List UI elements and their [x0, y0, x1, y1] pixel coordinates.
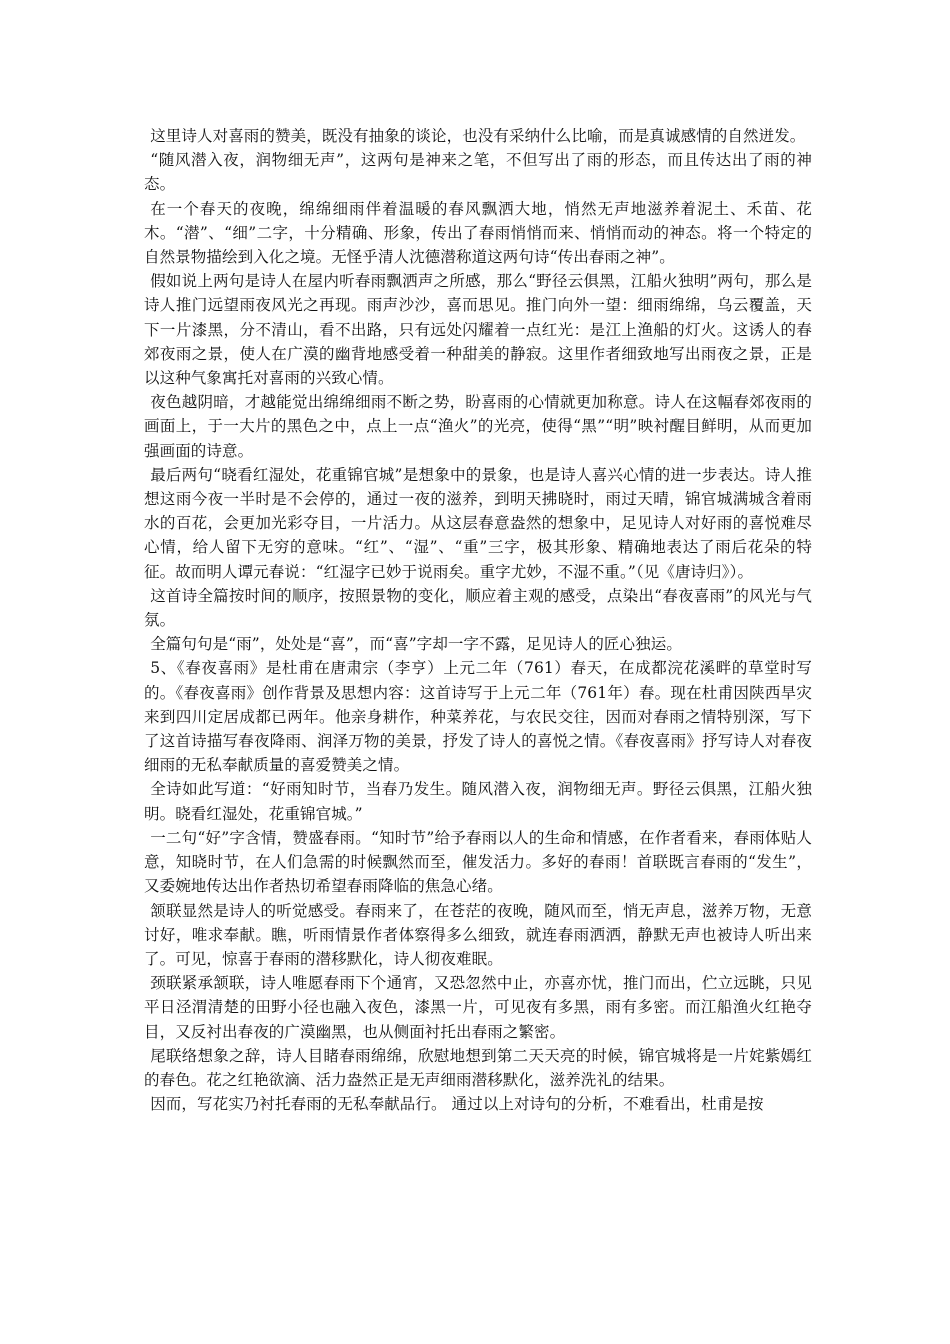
paragraph: 因而，写花实乃衬托春雨的无私奉献品行。 通过以上对诗句的分析，不难看出，杜甫是按: [150, 1095, 764, 1114]
paragraph: 颔联显然是诗人的听觉感受。春雨来了，在苍茫的夜晚，随风而至，悄无声息，滋养万物，无意讨好，唯求奉献。瞧，听雨情景作者体察得多么细致，就连春雨洒洒，静默无声也被诗人听出来了。可见，惊喜于春雨的潜移默化，诗人彻夜难眠。: [144, 901, 812, 968]
paragraph: 最后两句“晓看红湿处，花重锦官城”是想象中的景象，也是诗人喜兴心情的进一步表达。诗人推想这雨今夜一半时是不会停的，通过一夜的滋养，到明天拂晓时，雨过天晴，锦官城满城含着雨水的百花，会更加光彩夺目，一片活力。从这层春意盎然的想象中，足见诗人对好雨的喜悦难尽心情，给人留下无穷的意味。“红”、“湿”、“重”三字，极其形象、精确地表达了雨后花朵的特征。故而明人谭元春说：“红湿字已妙于说雨矣。重字尤妙，不湿不重。”（见《唐诗归》）。: [144, 465, 812, 581]
paragraph: 全篇句句是“雨”，处处是“喜”，而“喜”字却一字不露，足见诗人的匠心独运。: [150, 635, 682, 654]
paragraph: 全诗如此写道：“好雨知时节，当春乃发生。随风潜入夜，润物细无声。野径云俱黑，江船火独明。晓看红湿处，花重锦官城。”: [144, 780, 812, 823]
paragraph: 5、《春夜喜雨》是杜甫在唐肃宗（李亨）上元二年（761）春天，在成都浣花溪畔的草堂时写的。《春夜喜雨》创作背景及思想内容：这首诗写于上元二年（761年）春。现在杜甫因陕西旱灾来到四川定居成都已两年。他亲身耕作，种菜养花，与农民交往，因而对春雨之情特别深，写下了这首诗描写春夜降雨、润泽万物的美景，抒发了诗人的喜悦之情。《春夜喜雨》抒写诗人对春夜细雨的无私奉献质量的喜爱赞美之情。: [144, 659, 812, 775]
paragraph: “随风潜入夜，润物细无声”，这两句是神来之笔，不但写出了雨的形态，而且传达出了雨的神态。: [144, 151, 812, 194]
paragraph: 这里诗人对喜雨的赞美，既没有抽象的谈论，也没有采纳什么比喻，而是真诚感情的自然迸发。: [150, 127, 806, 145]
paragraph: 一二句“好”字含情，赞盛春雨。“知时节”给予春雨以人的生命和情感，在作者看来，春雨体贴人意，知晓时节，在人们急需的时候飘然而至，催发活力。多好的春雨！首联既言春雨的“发生”，又委婉地传达出作者热切希望春雨降临的焦急心绪。: [144, 828, 812, 896]
paragraph: 假如说上两句是诗人在屋内听春雨飘洒声之所感，那么“野径云俱黑，江船火独明”两句，那么是诗人推门远望雨夜风光之再现。雨声沙沙，喜而思见。推门向外一望：细雨绵绵，乌云覆盖，天下一片漆黑，分不清山，看不出路，只有远处闪耀着一点红光：是江上渔船的灯火。这诱人的春郊夜雨之景，使人在广漠的幽背地感受着一种甜美的静寂。这里作者细致地写出雨夜之景，正是以这种气象寓托对喜雨的兴致心情。: [144, 272, 812, 388]
paragraph: 夜色越阴暗，才越能觉出绵绵细雨不断之势，盼喜雨的心情就更加称意。诗人在这幅春郊夜雨的画面上，于一大片的黑色之中，点上一点“渔火”的光亮，使得“黑”“明”映衬醒目鲜明，从而更加强画面的诗意。: [144, 393, 812, 460]
paragraph: 颈联紧承颔联，诗人唯愿春雨下个通宵，又恐忽然中止，亦喜亦忧，推门而出，伫立远眺，只见平日泾渭清楚的田野小径也融入夜色，漆黑一片，可见夜有多黑，雨有多密。而江船渔火红艳夺目，又反衬出春夜的广漠幽黑，也从侧面衬托出春雨之繁密。: [144, 974, 812, 1041]
paragraph: 尾联络想象之辞，诗人目睹春雨绵绵，欣慰地想到第二天天亮的时候，锦官城将是一片姹紫嫣红的春色。花之红艳欲滴、活力盎然正是无声细雨潜移默化，滋养洗礼的结果。: [144, 1046, 812, 1089]
paragraph: 在一个春天的夜晚，绵绵细雨伴着温暖的春风飘洒大地，悄然无声地滋养着泥土、禾苗、花木。“潜”、“细”二字，十分精确、形象，传出了春雨悄悄而来、悄悄而动的神态。将一个特定的自然景物描绘到入化之境。无怪乎清人沈德潜称道这两句诗“传出春雨之神”。: [144, 199, 812, 267]
document-body: [144, 124, 812, 1116]
paragraph: 这首诗全篇按时间的顺序，按照景物的变化，顺应着主观的感受，点染出“春夜喜雨”的风光与气氛。: [144, 586, 812, 630]
